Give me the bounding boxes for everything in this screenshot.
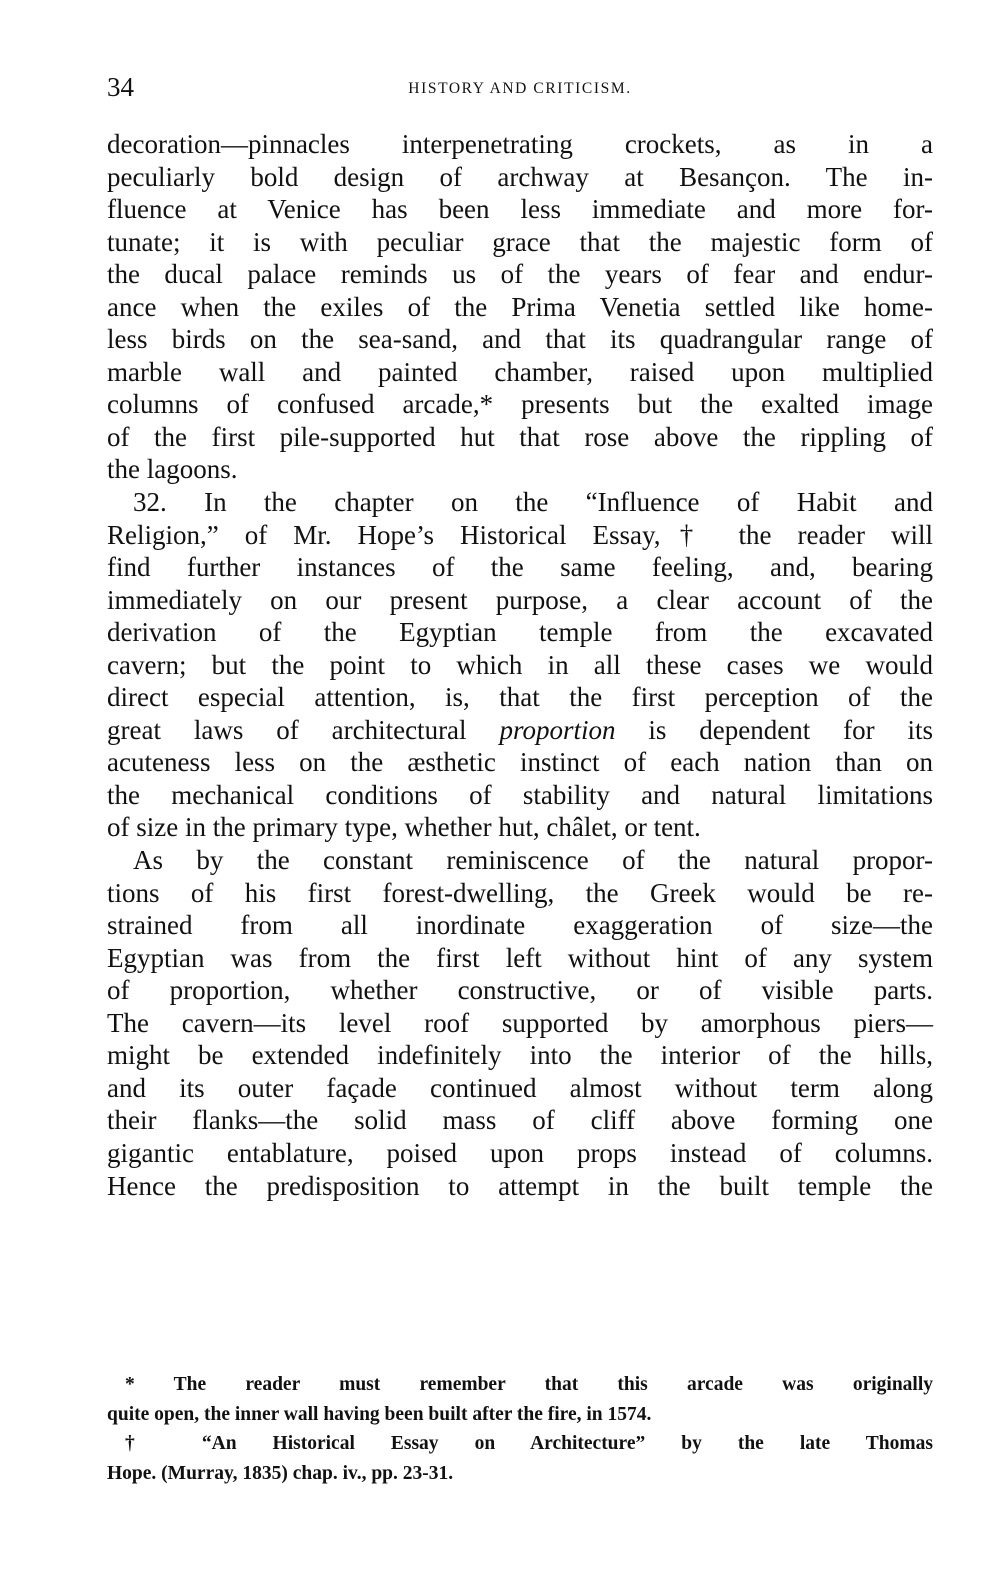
footnote-dagger: † “An Historical Essay on Architecture” by the late Thomas [125,1433,933,1454]
footnote-asterisk-cont: quite open, the inner wall having been built after the fire, in 1574. [107,1403,652,1425]
text-line: direct especial attention, is, that the first perception of the [107,682,933,713]
text-line: ance when the exiles of the Prima Venetia settled like home- [107,291,933,322]
footnote-dagger-cont: Hope. (Murray, 1835) chap. iv., pp. 23-31. [107,1462,454,1484]
text-line: might be extended indefinitely into the interior of the hills, [107,1040,933,1071]
text-line: The cavern—its level roof supported by amorphous piers— [107,1007,933,1038]
page-number: 34 [107,72,134,102]
footnote-asterisk: * The reader must remember that this arcade was originally [125,1374,933,1395]
text-line: Religion,” of Mr. Hope’s Historical Essay,† the reader will [107,519,933,550]
text-line: less birds on the sea-sand, and that its quadrangular range of [107,324,933,355]
text-line: of the first pile-supported hut that rose above the rippling of [107,421,933,452]
text-line: acuteness less on the æsthetic instinct of each nation than on [107,747,933,778]
text-line: of size in the primary type, whether hut, châlet, or tent. [107,812,701,843]
text-line: the mechanical conditions of stability and natural limitations [107,779,933,810]
text-line: the lagoons. [107,454,238,485]
text-line: tunate; it is with peculiar grace that the majestic form of [107,226,933,257]
text-line: Hence the predisposition to attempt in the built temple the [107,1170,933,1201]
text-line: Egyptian was from the first left without hint of any system [107,942,933,973]
text-line: gigantic entablature, poised upon props instead of columns. [107,1137,933,1168]
text-line: find further instances of the same feeling, and, bearing [107,552,933,583]
section-32-start: 32. In the chapter on the “Influence of Habit and [133,487,933,518]
text-line: immediately on our present purpose, a clear account of the [107,584,933,615]
text-line: of proportion, whether constructive, or of visible parts. [107,975,933,1006]
text-line: peculiarly bold design of archway at Besançon. The in- [107,161,933,192]
text-line: the ducal palace reminds us of the years of fear and endur- [107,259,933,290]
running-head [107,72,933,102]
text-line: columns of confused arcade,* presents but the exalted image [107,389,933,420]
text-line: tions of his first forest-dwelling, the Greek would be re- [107,877,933,908]
text-line: decoration—pinnacles interpenetrating crockets, as in a [107,129,933,159]
italic-proportion: proportion [499,714,616,745]
text-line: great laws of architectural proportion is dependent for its [107,714,934,745]
text-line: cavern; but the point to which in all these cases we would [107,649,933,680]
body-text [107,128,933,1202]
text-line: and its outer façade continued almost without term along [107,1072,933,1103]
text-line: fluence at Venice has been less immediate and more for- [107,194,933,225]
running-title: HISTORY AND CRITICISM. [408,80,632,97]
footnotes [107,1370,933,1488]
text-line: marble wall and painted chamber, raised upon multiplied [107,356,933,387]
text-line: strained from all inordinate exaggeration of size—the [107,910,933,941]
text-line: derivation of the Egyptian temple from the excavated [107,617,933,648]
text-line: their flanks—the solid mass of cliff above forming one [107,1105,933,1136]
paragraph-start: As by the constant reminiscence of the natural propor- [133,845,933,876]
